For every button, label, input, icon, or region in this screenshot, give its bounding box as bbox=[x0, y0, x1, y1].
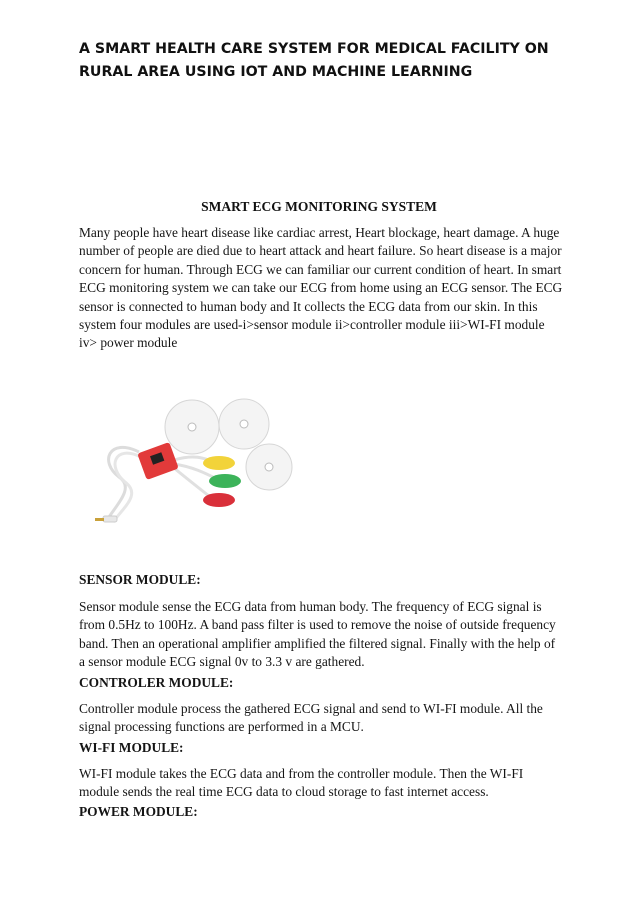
section-heading-controller: CONTROLER MODULE: bbox=[79, 675, 234, 690]
section-title: SMART ECG MONITORING SYSTEM bbox=[201, 199, 437, 214]
green-lead-icon bbox=[209, 474, 241, 488]
section-heading-sensor: SENSOR MODULE: bbox=[79, 572, 201, 587]
section-text-sensor: Sensor module sense the ECG data from human body. The frequency of ECG signal is from 0.5Hz to 100Hz. A band pass filter is used to remove the noise of outside frequency band. Then an operational amplifier amplified the filtered signal. Finally with the help of a sensor module ECG signal 0v to 3.3 v are gathered. bbox=[79, 599, 556, 670]
section-heading-power: POWER MODULE: bbox=[79, 804, 198, 819]
ecg-sensor-kit-illustration bbox=[79, 392, 299, 542]
ecg-sensor-kit-image bbox=[79, 392, 299, 542]
section-text-controller: Controller module process the gathered ECG signal and send to WI-FI module. All the signal processing functions are performed in a MCU. bbox=[79, 701, 543, 735]
intro-paragraph: Many people have heart disease like cardiac arrest, Heart blockage, heart damage. A huge number of people are died due to heart attack and heart failure. So heart disease is a major concern for human. Through ECG we can familiar our current condition of heart. In smart ECG monitoring system we can take our ECG from home using an ECG sensor. The ECG sensor is connected to human body and It collects the ECG data from our skin. In this system four modules are used-i>sensor module ii>controller module iii>WI-FI module iv> power module bbox=[79, 225, 563, 351]
section-text-wifi: WI-FI module takes the ECG data and from the controller module. Then the WI-FI module sends the real time ECG data to cloud storage to fast internet access. bbox=[79, 766, 524, 800]
yellow-lead-icon bbox=[203, 456, 235, 470]
red-lead-icon bbox=[203, 493, 235, 507]
document-title: A SMART HEALTH CARE SYSTEM FOR MEDICAL FACILITY ON RURAL AREA USING IOT AND MACHINE LEARNING bbox=[79, 41, 549, 80]
section-heading-wifi: WI-FI MODULE: bbox=[79, 740, 184, 755]
